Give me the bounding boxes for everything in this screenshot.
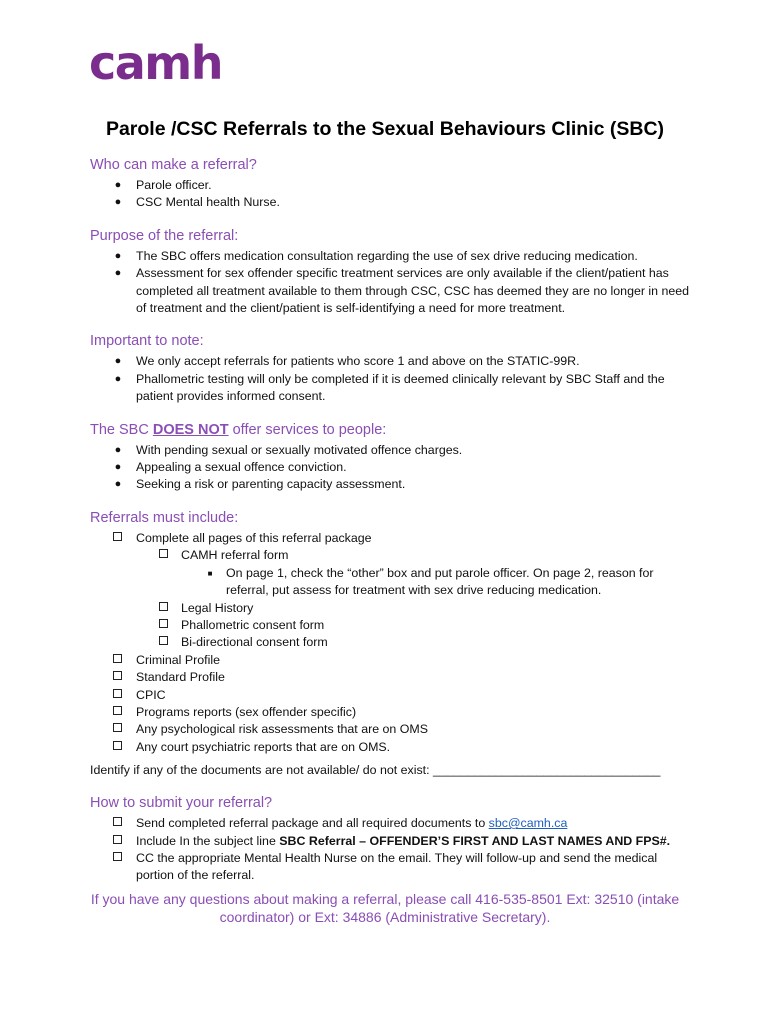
- important-heading: Important to note:: [90, 333, 204, 350]
- checkbox-icon[interactable]: [157, 634, 169, 651]
- must-include-section: [90, 510, 690, 779]
- checklist-item: Phallometric consent form: [90, 617, 690, 634]
- checklist-item: Bi-directional consent form: [90, 634, 690, 651]
- must-include-list: [90, 530, 690, 756]
- important-section: [90, 333, 690, 405]
- list-item: ● With pending sexual or sexually motivated offence charges.: [90, 442, 690, 459]
- bullet-icon: ●: [114, 355, 122, 368]
- checkbox-icon[interactable]: [111, 530, 123, 547]
- subject-line-format: SBC Referral – OFFENDER’S FIRST AND LAST NAMES AND FPS#.: [279, 833, 671, 848]
- email-link[interactable]: sbc@camh.ca: [488, 816, 568, 831]
- not-offer-heading: The SBC DOES NOT offer services to people:: [90, 421, 387, 438]
- checkbox-icon[interactable]: [157, 617, 169, 634]
- bullet-icon: ●: [114, 249, 122, 262]
- checklist-item: Programs reports (sex offender specific): [90, 704, 690, 721]
- checkbox-icon[interactable]: [157, 547, 169, 564]
- checklist-item: CAMH referral form: [90, 547, 690, 564]
- bullet-icon: ●: [114, 196, 122, 209]
- document-body: [90, 157, 690, 901]
- checkbox-icon[interactable]: [111, 815, 123, 832]
- identify-missing-line: Identify if any of the documents are not available/ do not exist: _________________________________: [90, 763, 661, 778]
- checklist-item: Legal History: [90, 600, 690, 617]
- must-include-heading: Referrals must include:: [90, 509, 239, 526]
- checklist-item: CPIC: [90, 687, 690, 704]
- checklist-item: Any court psychiatric reports that are on OMS.: [90, 739, 690, 756]
- checkbox-icon[interactable]: [111, 833, 123, 850]
- checkbox-icon[interactable]: [111, 669, 123, 686]
- checklist-item: Standard Profile: [90, 669, 690, 686]
- checklist-subitem: ■ On page 1, check the “other” box and put parole officer. On page 2, reason for referral, put assess for treatment with sex drive reducing medication.: [90, 565, 690, 600]
- submit-section: [90, 795, 690, 885]
- bullet-icon: ●: [114, 443, 122, 456]
- square-bullet-icon: ■: [207, 568, 213, 578]
- checkbox-icon[interactable]: [111, 652, 123, 669]
- list-item: ● CSC Mental health Nurse.: [90, 194, 690, 211]
- purpose-list: [90, 248, 690, 318]
- list-item: ● The SBC offers medication consultation regarding the use of sex drive reducing medication.: [90, 248, 690, 265]
- not-offer-list: [90, 442, 690, 494]
- contact-footer: If you have any questions about making a referral, please call 416-535-8501 Ext: 32510 (intake coordinator) or Ext: 34886 (Administrative Secretary).: [90, 891, 680, 925]
- list-item: ● Seeking a risk or parenting capacity assessment.: [90, 476, 690, 493]
- bullet-icon: ●: [114, 267, 122, 280]
- checkbox-icon[interactable]: [111, 704, 123, 721]
- checkbox-icon[interactable]: [111, 687, 123, 704]
- checkbox-icon[interactable]: [111, 739, 123, 756]
- camh-logo: camh: [89, 36, 222, 90]
- checkbox-icon[interactable]: [111, 850, 123, 867]
- submit-heading: How to submit your referral?: [90, 795, 273, 812]
- list-item: ● Parole officer.: [90, 177, 690, 194]
- important-list: [90, 353, 690, 405]
- checklist-item: Criminal Profile: [90, 652, 690, 669]
- list-item: ● We only accept referrals for patients who score 1 and above on the STATIC-99R.: [90, 353, 690, 370]
- bullet-icon: ●: [114, 461, 122, 474]
- checklist-item: CC the appropriate Mental Health Nurse on the email. They will follow-up and send the medical portion of the referral.: [90, 850, 690, 885]
- who-section: [90, 157, 690, 212]
- submit-list: [90, 815, 690, 885]
- bullet-icon: ●: [114, 179, 122, 191]
- checklist-item: Complete all pages of this referral package: [90, 530, 690, 547]
- purpose-heading: Purpose of the referral:: [90, 227, 239, 244]
- bullet-icon: ●: [114, 372, 122, 385]
- list-item: ● Phallometric testing will only be completed if it is deemed clinically relevant by SBC Staff and the patient provides informed consent.: [90, 371, 690, 406]
- does-not-emphasis: DOES NOT: [152, 421, 229, 438]
- checklist-item: Any psychological risk assessments that are on OMS: [90, 721, 690, 738]
- not-offer-section: [90, 422, 690, 494]
- page-title: Parole /CSC Referrals to the Sexual Behaviours Clinic (SBC): [105, 118, 665, 140]
- checklist-item: Include In the subject line SBC Referral – OFFENDER’S FIRST AND LAST NAMES AND FPS#.: [90, 833, 690, 850]
- list-item: ● Assessment for sex offender specific treatment services are only available if the client/patient has completed all treatment available to them through CSC, CSC has deemed they are no longer in need of treatment and the client/patient is self-identifying a need for more treatment.: [90, 265, 690, 317]
- purpose-section: [90, 228, 690, 318]
- bullet-icon: ●: [114, 478, 122, 491]
- who-list: [90, 177, 690, 212]
- checkbox-icon[interactable]: [111, 721, 123, 738]
- list-item: ● Appealing a sexual offence conviction.: [90, 459, 690, 476]
- who-heading: Who can make a referral?: [90, 157, 257, 173]
- checkbox-icon[interactable]: [157, 600, 169, 617]
- checklist-item: Send completed referral package and all required documents to sbc@camh.ca: [90, 815, 690, 832]
